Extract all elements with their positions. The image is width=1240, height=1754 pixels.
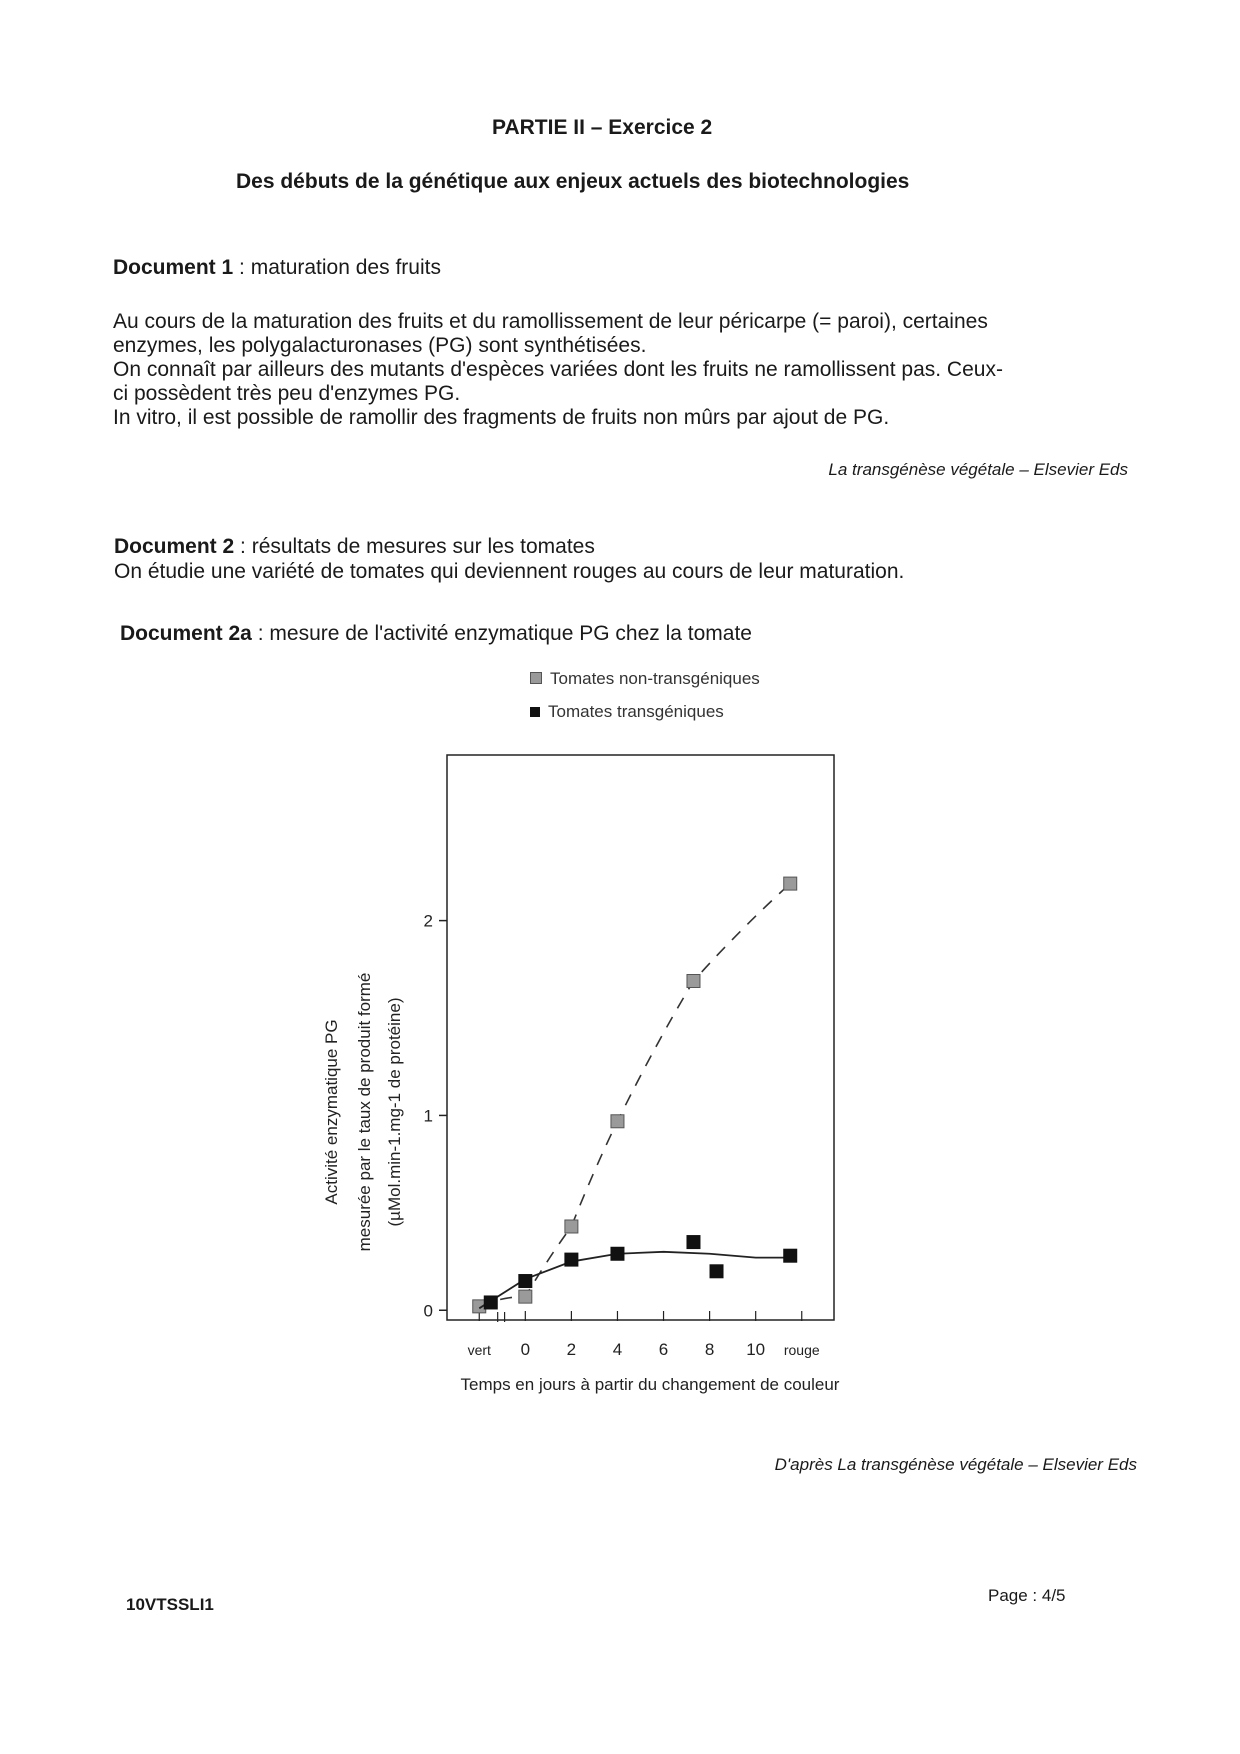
doc2a-label: Document 2a <box>120 622 252 645</box>
doc1-subtitle: maturation des fruits <box>250 256 441 279</box>
doc2-separator: : <box>234 535 252 558</box>
x-tick-label: 6 <box>658 1340 669 1359</box>
doc1-line: Au cours de la maturation des fruits et du ramollissement de leur péricarpe (= paroi), certaines <box>113 310 988 333</box>
doc2a-heading <box>120 622 752 646</box>
x-tick-label: 0 <box>520 1340 531 1359</box>
x-tick-label: vert <box>467 1342 491 1358</box>
legend-label: Tomates non-transgéniques <box>550 669 760 688</box>
doc1-label: Document 1 <box>113 256 234 279</box>
y-axis-label-line: Activité enzymatique PG <box>322 1019 341 1205</box>
point-transgenic <box>710 1265 723 1278</box>
footer-code: 10VTSSLI1 <box>126 1595 214 1614</box>
doc1-heading <box>113 256 441 280</box>
doc1-line: In vitro, il est possible de ramollir des fragments de fruits non mûrs par ajout de PG. <box>113 406 890 429</box>
doc1-source: La transgénèse végétale – Elsevier Eds <box>828 460 1128 479</box>
partie-heading: PARTIE II – Exercice 2 <box>492 116 713 139</box>
point-non-transgenic <box>784 877 797 890</box>
legend-item-non-transgenic <box>530 669 760 689</box>
series-non-transgenic-line <box>479 884 790 1307</box>
page-title: Des débuts de la génétique aux enjeux actuels des biotechnologies <box>236 170 910 193</box>
x-tick-label: rouge <box>783 1342 820 1358</box>
y-axis-label-line: mesurée par le taux de produit formé <box>355 972 374 1252</box>
y-tick-label: 2 <box>423 911 433 931</box>
doc2a-separator: : <box>251 622 270 645</box>
point-non-transgenic <box>611 1115 624 1128</box>
point-non-transgenic <box>519 1290 532 1303</box>
legend-marker-black-square <box>530 707 540 717</box>
y-tick-label: 0 <box>423 1301 433 1321</box>
doc2a-subtitle: mesure de l'activité enzymatique PG chez la tomate <box>269 622 752 645</box>
legend-marker-grey-square <box>530 672 542 684</box>
doc1-separator: : <box>233 256 251 279</box>
doc2-label: Document 2 <box>114 535 235 558</box>
point-non-transgenic <box>687 975 700 988</box>
doc2-subtitle: résultats de mesures sur les tomates <box>251 535 595 558</box>
doc1-line: enzymes, les polygalacturonases (PG) sont synthétisées. <box>113 334 647 357</box>
x-tick-label: 2 <box>566 1340 577 1359</box>
point-transgenic <box>565 1253 578 1266</box>
point-transgenic <box>687 1236 700 1249</box>
point-transgenic <box>784 1249 797 1262</box>
point-non-transgenic <box>473 1300 486 1313</box>
y-tick-label: 1 <box>423 1106 433 1126</box>
legend-item-transgenic <box>530 702 724 722</box>
doc1-line: On connaît par ailleurs des mutants d'espèces variées dont les fruits ne ramollissent pas. Ceux- <box>113 358 1003 381</box>
doc2a-source: D'après La transgénèse végétale – Elsevier Eds <box>774 1455 1137 1474</box>
point-transgenic <box>484 1296 497 1309</box>
doc2-text: On étudie une variété de tomates qui deviennent rouges au cours de leur maturation. <box>114 560 905 583</box>
legend-label: Tomates transgéniques <box>548 702 724 721</box>
plot-frame <box>447 755 834 1320</box>
series-transgenic-line <box>479 1252 790 1309</box>
point-transgenic <box>519 1275 532 1288</box>
doc2-heading <box>114 535 595 559</box>
x-axis-label: Temps en jours à partir du changement de couleur <box>460 1375 840 1394</box>
y-axis-label-line: (µMol.min-1.mg-1 de protéine) <box>385 997 404 1227</box>
doc1-line: ci possèdent très peu d'enzymes PG. <box>113 382 461 405</box>
doc1-text <box>113 310 1003 430</box>
x-tick-label: 4 <box>612 1340 623 1359</box>
point-non-transgenic <box>565 1220 578 1233</box>
x-tick-label: 8 <box>704 1340 715 1359</box>
footer-page-number: Page : 4/5 <box>988 1586 1066 1605</box>
x-tick-label: 10 <box>746 1340 766 1359</box>
point-transgenic <box>611 1247 624 1260</box>
